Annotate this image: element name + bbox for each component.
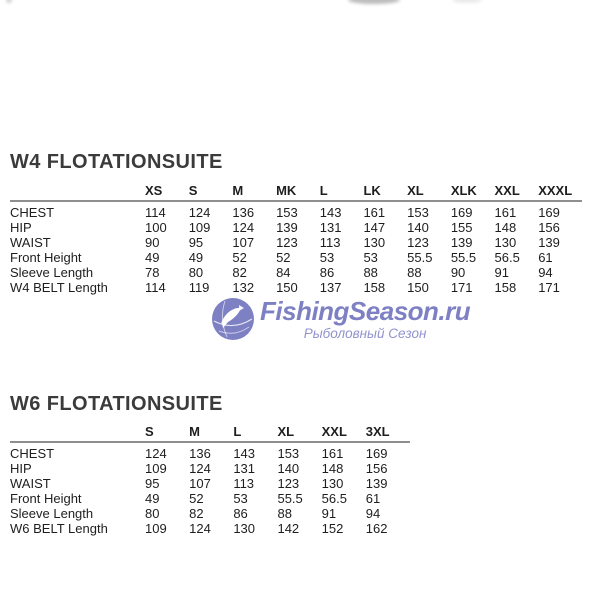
fish-globe-icon	[211, 297, 255, 341]
measurement-label: Sleeve Length	[10, 506, 94, 521]
measurement-value: 140	[407, 220, 429, 235]
size-column-header: XL	[407, 183, 451, 201]
measurement-value: 52	[276, 250, 291, 265]
measurement-value: 80	[145, 506, 160, 521]
measurement-value: 136	[232, 205, 255, 220]
measurement-row	[10, 521, 410, 536]
measurement-row	[10, 476, 410, 491]
measurement-value: 130	[233, 521, 256, 536]
measurement-value: 90	[145, 235, 160, 250]
measurement-value: 137	[319, 280, 342, 295]
measurement-value: 61	[365, 491, 381, 506]
size-column-header: LK	[363, 183, 407, 201]
measurement-value: 139	[276, 220, 298, 235]
measurement-value: 143	[319, 205, 342, 220]
measurement-value: 143	[233, 446, 256, 461]
watermark-text	[260, 295, 471, 341]
measurement-value: 109	[145, 521, 167, 536]
watermark-brand: FishingSeason.ru	[260, 295, 471, 326]
w6-table-title: W6 FLOTATIONSUITE	[10, 393, 223, 415]
measurement-value: 153	[277, 446, 300, 461]
size-column-header: M	[189, 424, 233, 442]
w6-size-table	[10, 424, 410, 536]
measurement-value: 169	[450, 205, 473, 220]
measurement-value: 82	[232, 265, 247, 280]
measurement-value: 148	[494, 220, 517, 235]
scan-artifact	[348, 0, 400, 4]
size-column-header: M	[232, 183, 276, 201]
measurement-value: 162	[365, 521, 388, 536]
measurement-value: 56.5	[321, 491, 347, 506]
measurement-row	[10, 280, 582, 295]
measurement-value: 169	[365, 446, 388, 461]
measurement-label: W6 BELT Length	[10, 521, 108, 536]
measurement-value: 95	[145, 476, 160, 491]
measurement-row	[10, 235, 582, 250]
measurement-value: 55.5	[407, 250, 433, 265]
measurement-value: 53	[233, 491, 248, 506]
w6-size-section	[10, 392, 410, 536]
size-column-header: XXL	[495, 183, 539, 201]
measurement-value: 131	[233, 461, 256, 476]
measurement-value: 95	[188, 235, 204, 250]
measurement-value: 155	[450, 220, 473, 235]
row-label-header	[10, 424, 145, 442]
measurement-label: HIP	[10, 461, 32, 476]
measurement-value: 158	[363, 280, 386, 295]
measurement-label: CHEST	[10, 205, 55, 220]
measurement-label: Sleeve Length	[10, 265, 94, 280]
measurement-value: 161	[363, 205, 386, 220]
measurement-value: 161	[321, 446, 344, 461]
measurement-value: 84	[276, 265, 291, 280]
measurement-value: 130	[321, 476, 344, 491]
measurement-value: 78	[145, 265, 160, 280]
size-column-header: 3XL	[366, 424, 410, 442]
measurement-row	[10, 506, 410, 521]
measurement-row	[10, 491, 410, 506]
measurement-value: 107	[189, 476, 211, 491]
measurement-value: 161	[494, 205, 517, 220]
measurement-value: 139	[538, 235, 560, 250]
size-column-header: L	[320, 183, 364, 201]
scan-artifact	[452, 0, 482, 3]
measurement-value: 56.5	[494, 250, 520, 265]
size-column-header: L	[233, 424, 277, 442]
measurement-value: 107	[232, 235, 255, 250]
measurement-value: 61	[538, 250, 553, 265]
measurement-value: 88	[277, 506, 292, 521]
measurement-value: 113	[319, 235, 341, 250]
measurement-value: 169	[538, 205, 560, 220]
measurement-row	[10, 201, 582, 220]
measurement-value: 91	[494, 265, 509, 280]
header-row	[10, 183, 582, 201]
measurement-value: 53	[319, 250, 335, 265]
size-column-header: S	[145, 424, 189, 442]
measurement-row	[10, 265, 582, 280]
measurement-value: 109	[188, 220, 211, 235]
size-column-header: XL	[277, 424, 321, 442]
measurement-value: 124	[189, 521, 211, 536]
measurement-value: 132	[232, 280, 255, 295]
measurement-label: Front Height	[10, 250, 82, 265]
measurement-value: 130	[363, 235, 386, 250]
header-row	[10, 424, 410, 442]
measurement-value: 94	[538, 265, 553, 280]
measurement-value: 90	[450, 265, 466, 280]
measurement-value: 123	[407, 235, 429, 250]
measurement-value: 124	[232, 220, 255, 235]
watermark-subtitle: Рыболовный Сезон	[303, 325, 427, 341]
measurement-value: 171	[450, 280, 473, 295]
size-column-header: XXXL	[538, 183, 582, 201]
measurement-value: 156	[538, 220, 560, 235]
measurement-value: 130	[494, 235, 517, 250]
row-label-header	[10, 183, 145, 201]
measurement-value: 113	[233, 476, 255, 491]
measurement-label: WAIST	[10, 235, 51, 250]
measurement-value: 86	[319, 265, 335, 280]
measurement-value: 52	[189, 491, 204, 506]
measurement-value: 152	[321, 521, 344, 536]
measurement-value: 114	[145, 280, 166, 295]
measurement-value: 139	[450, 235, 473, 250]
measurement-row	[10, 250, 582, 265]
measurement-value: 123	[277, 476, 300, 491]
measurement-value: 136	[189, 446, 211, 461]
measurement-value: 139	[365, 476, 388, 491]
measurement-value: 119	[188, 280, 210, 295]
measurement-value: 52	[232, 250, 247, 265]
measurement-value: 147	[363, 220, 386, 235]
w4-size-table	[10, 183, 582, 295]
measurement-value: 142	[277, 521, 300, 536]
w4-table-title: W4 FLOTATIONSUITE	[10, 151, 223, 173]
measurement-value: 86	[233, 506, 248, 521]
measurement-value: 156	[365, 461, 388, 476]
measurement-row	[10, 461, 410, 476]
measurement-value: 124	[145, 446, 167, 461]
measurement-value: 123	[276, 235, 298, 250]
measurement-value: 153	[407, 205, 429, 220]
measurement-value: 94	[365, 506, 381, 521]
measurement-value: 55.5	[450, 250, 477, 265]
size-column-header: XXL	[322, 424, 366, 442]
measurement-value: 55.5	[277, 491, 303, 506]
measurement-value: 171	[538, 280, 560, 295]
measurement-value: 88	[407, 265, 422, 280]
measurement-value: 88	[363, 265, 378, 280]
measurement-value: 53	[363, 250, 378, 265]
size-column-header: XLK	[451, 183, 495, 201]
measurement-value: 153	[276, 205, 298, 220]
measurement-value: 124	[188, 205, 211, 220]
measurement-row	[10, 220, 582, 235]
measurement-value: 100	[145, 220, 167, 235]
measurement-row	[10, 442, 410, 461]
measurement-value: 82	[189, 506, 204, 521]
measurement-value: 148	[321, 461, 344, 476]
measurement-value: 91	[321, 506, 337, 521]
measurement-value: 131	[319, 220, 342, 235]
size-column-header: MK	[276, 183, 320, 201]
size-column-header: XS	[145, 183, 189, 201]
measurement-label: CHEST	[10, 446, 55, 461]
measurement-label: WAIST	[10, 476, 51, 491]
scan-artifact	[6, 0, 12, 3]
size-column-header: S	[189, 183, 233, 201]
measurement-value: 150	[276, 280, 298, 295]
measurement-value: 49	[145, 491, 160, 506]
measurement-label: W4 BELT Length	[10, 280, 108, 295]
measurement-value: 49	[145, 250, 160, 265]
measurement-label: Front Height	[10, 491, 82, 506]
measurement-value: 109	[145, 461, 167, 476]
watermark	[211, 297, 470, 341]
measurement-value: 158	[494, 280, 517, 295]
measurement-value: 114	[145, 205, 166, 220]
measurement-value: 49	[188, 250, 204, 265]
measurement-label: HIP	[10, 220, 32, 235]
measurement-value: 124	[189, 461, 211, 476]
measurement-value: 80	[188, 265, 204, 280]
w4-size-section	[10, 150, 582, 295]
measurement-value: 150	[407, 280, 429, 295]
measurement-value: 140	[277, 461, 300, 476]
